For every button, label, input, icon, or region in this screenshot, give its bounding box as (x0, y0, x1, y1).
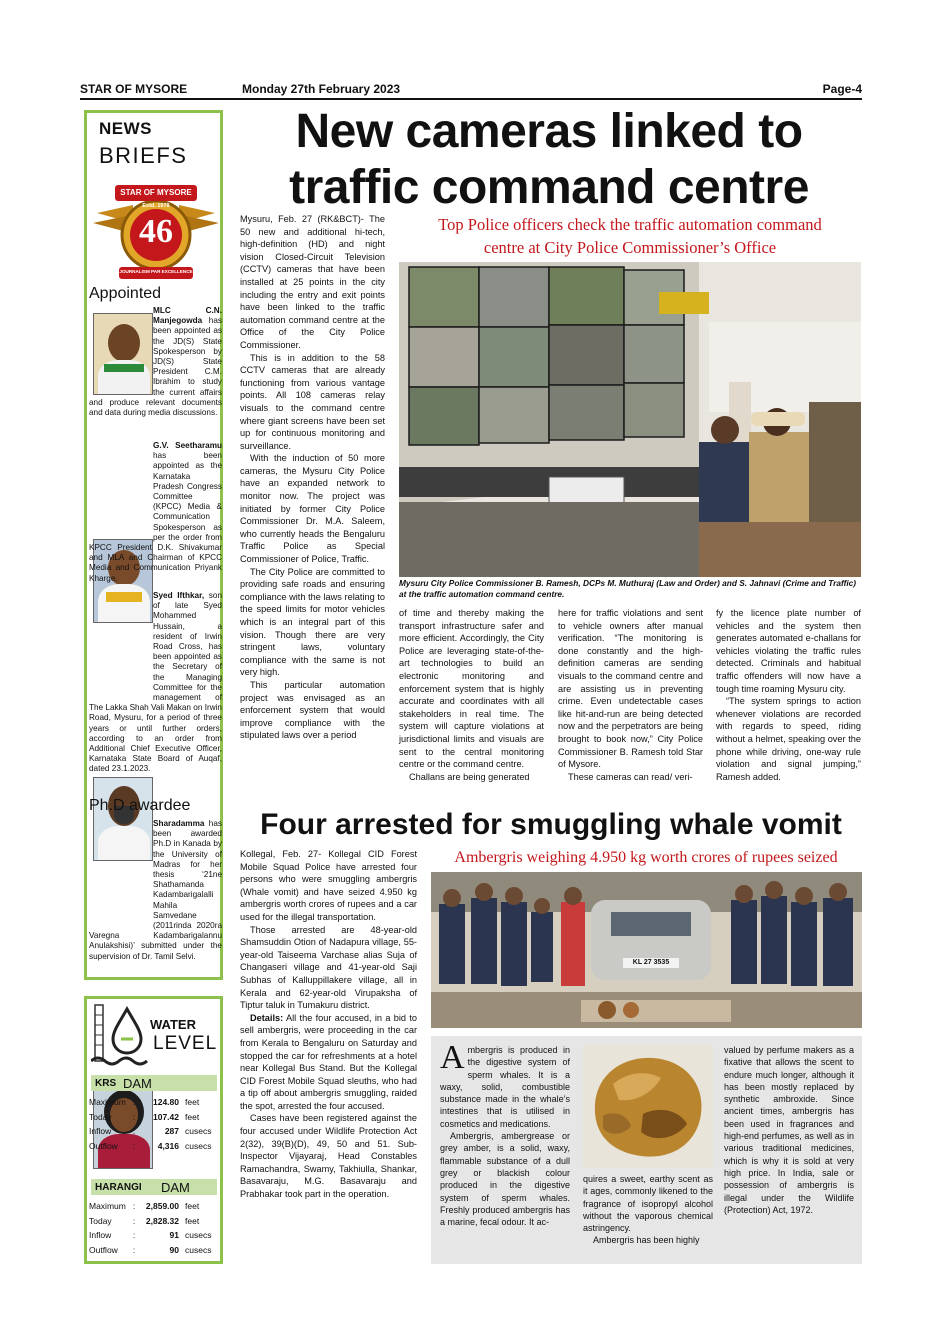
logo-estd: Estd. 1978 (142, 203, 170, 209)
masthead (80, 80, 862, 100)
briefs-heading: BRIEFS (99, 143, 188, 168)
story1-column-4 (716, 607, 861, 783)
story1-column-2 (399, 607, 544, 783)
water-gauge-icon (91, 1001, 151, 1071)
ambergris-photo (583, 1044, 713, 1168)
news-heading: NEWS (99, 119, 152, 138)
masthead-paper: STAR OF MYSORE (80, 82, 188, 96)
paragraph: “The system springs to action whenever violations are recorded with regards to speed, riding without a helmet, speaking over the phone while driving, one-way rule violation and signal jumping,” Ramesh added. (716, 696, 861, 782)
dam-label: DAM (123, 1076, 152, 1091)
story2-subhead: Ambergris weighing 4.950 kg worth crores of rupees seized (454, 849, 838, 866)
paragraph: valued by perfume makers as a fixative that allows the scent to endure much longer, although it has been mostly replaced by synthetic ambroxide. Since ancient times, ambergris has been used in fragrances and high-end perfumes, as well as in various traditional medicines, which is why it is sold at very high price. In India, sale or possession of ambergris is illegal under the Wildlife (Protection) Act, 1972. (724, 1045, 854, 1215)
logo-number: 46 (139, 213, 173, 250)
brief-seetharamu (89, 441, 222, 584)
masthead-date: Monday 27th February 2023 (242, 82, 401, 96)
brief-text: has been appointed as the JD(S) State Spokesperson by JD(S) State President C.M. Ibrahim to study the current affairs and produce relevant documents and data during media discussions. (89, 316, 222, 418)
level-heading: LEVEL (153, 1033, 218, 1054)
paragraph: This is in addition to the 58 CCTV cameras that are already functioning from various vantage points. All 108 cameras relay visuals to the command centre where giant screens have been set up for continuous monitoring and surveillance. (240, 352, 385, 451)
paragraph: These cameras can read/ veri- (568, 771, 693, 782)
story2-headline: Four arrested for smuggling whale vomit (260, 808, 842, 841)
paragraph: Challans are being generated (409, 771, 530, 782)
table-row: Outflow : 90 cusecs (89, 1244, 212, 1255)
box-column-2 (583, 1173, 713, 1247)
krs-table (89, 1095, 219, 1153)
logo-name: STAR OF MYSORE (120, 188, 192, 197)
subhead-line: Top Police officers check the traffic automation command (438, 215, 822, 234)
paragraph: fy the licence plate number of vehicles and the system then generates automated e-challans for vehicles violating the traffic rules detected. Criminals and habitual traffic offenders will now have a tough time roaming Mysuru city. (716, 608, 861, 694)
photo-illustration-icon (431, 872, 862, 1028)
water-level-panel (84, 996, 223, 1264)
brief-text: has been appointed as the Karnataka Pradesh Congress Committee (KPCC) Media & Communication Spokesperson as per the order from KPCC President D.K. Shivakumar and MLA and Chairman of KPCC Media and Communication Priyank Kharge. (89, 451, 222, 583)
headline-line: New cameras linked to (295, 105, 803, 158)
dam-label: DAM (161, 1180, 190, 1195)
brief-manjegowda (89, 306, 222, 418)
paragraph: of time and thereby making the transport infrastructure safer and more efficient. Accordingly, the City Police are leveraging state-of-the-art technologies to build an electronic monitoring and enforcement system that is highly accurate and coordinates with all stakeholders in real time. The system will capture violations at jurisdictional limits and visuals are sent to the central monitoring centre or the command centre. (399, 608, 544, 770)
table-row: Maximum : 124.80 feet (89, 1097, 200, 1108)
paragraph (240, 1012, 417, 1113)
news-briefs-panel (84, 110, 223, 980)
water-heading: WATER (150, 1017, 196, 1032)
krs-header (91, 1075, 217, 1091)
brief-ifthkar (89, 591, 222, 775)
appointed-heading: Appointed (89, 285, 162, 302)
number-plate: KL 27 3535 (632, 959, 670, 966)
harangi-header (91, 1179, 217, 1195)
paragraph: This particular automation project was envisaged as an enforcement system that would improve compliance with the stipulated laws over a period (240, 679, 385, 741)
paragraph: Ambergris, ambergrease or grey amber, is a solid, waxy, flammable substance of a dull grey or blackish colour produced in the digestive system of sperm whales. Freshly produced ambergris has a marine, fecal odour. It ac- (440, 1131, 570, 1228)
subhead-line: centre at City Police Commissioner’s Office (483, 238, 777, 257)
table-row: Inflow : 287 cusecs (89, 1126, 212, 1137)
brief-name: Syed Ifthkar, (153, 591, 205, 600)
details-label: Details: (250, 1012, 284, 1023)
paragraph: Those arrested are 48-year-old Shamsuddin Otion of Nadapura village, 55-year-old Taiseema Varchase alias Suja of Changaseri village and 41-year-old Saji Subhas of Kalluppillakere village, all in Kerala and 62-year-old Virupaksha of Tiptur taluk in Tumakuru district. (240, 924, 417, 1011)
story1-column-1 (240, 213, 385, 742)
brief-text: has been awarded Ph.D in Kanada by the University of Madras for her thesis ‘21ne Shathamanda Kadambarigalalli Mahila Samvedane (2011rinda 2020ra Varegna Kadambarigalannu Anulakshisi)’ submitted under the supervision of Dr. Tamil Selvi. (89, 819, 222, 961)
story2-column-1 (240, 848, 417, 1201)
box-column-1 (440, 1039, 570, 1228)
paragraph: Mysuru, Feb. 27 (RK&BCT)- The 50 new and additional hi-tech, high-definition (HD) and night vision Closed-Circuit Television (CCTV) cameras that have been installed at 25 points in the city including the entry and exit points have been linked to the traffic automation command centre at the Office of the City Police Commissioner. (240, 214, 385, 350)
harangi-table (89, 1199, 219, 1257)
anniversary-logo (93, 179, 219, 287)
story1-subhead (396, 213, 864, 259)
photo-caption: Mysuru City Police Commissioner B. Ramesh, DCPs M. Muthuraj (Law and Order) and S. Jahnavi (Crime and Traffic) at the traffic automation command centre. (399, 578, 857, 599)
paragraph: The City Police are committed to providing safe roads and ensuring compliance with the laws relating to the speed limits for motor vehicles which is an integral part of this vision. Though there are very stringent laws, voluntary compliance with the same is not very high. (240, 566, 385, 678)
dropcap: A (440, 1039, 465, 1076)
table-row: Outflow : 4,316 cusecs (89, 1140, 212, 1151)
table-row: Today : 2,828.32 feet (89, 1215, 200, 1226)
photo-illustration-icon (399, 262, 861, 577)
paragraph: With the induction of 50 more cameras, the Mysuru City Police have an expanded network to monitor now. The project was initiated by former City Police Commissioner Dr. M.A. Saleem, who currently heads the Bengaluru Traffic Police as Special Commissioner of Police, Traffic. (240, 453, 385, 565)
box-column-3 (724, 1044, 854, 1216)
dam-tag: KRS (95, 1078, 117, 1089)
brief-name: MLC C.N. Manjegowda (153, 306, 222, 326)
command-centre-photo (399, 262, 861, 577)
paragraph: Ambergris has been highly (593, 1235, 700, 1246)
table-row: Inflow : 91 cusecs (89, 1230, 212, 1241)
masthead-page: Page-4 (822, 82, 862, 96)
phd-heading: Ph.D awardee (89, 797, 191, 814)
dam-tag: HARANGI (95, 1182, 142, 1193)
paragraph: Cases have been registered against the four accused under Wildlife Protection Act 2(32), 39(B)(D), 49, 50 and 51. Sub-Inspector Vijayaraj, Head Constables Ramachandra, Swamy, Takhiulla, Shankar, Basavaraju, M.G. Basavaraju and Prabhakar took part in the operation. (240, 1113, 417, 1200)
table-row: Maximum : 2,859.00 feet (89, 1201, 200, 1212)
ambergris-info-box (431, 1036, 862, 1264)
paragraph: here for traffic violations and sent to vehicle owners after manual verification. “The monitoring is done constantly and the high-definition cameras are sending visuals to the command centre and are assisting us in preventing crime. Even undetectable cases like hit-and-run are being detected now and the perpetrators are being brought to book now,” City Police Commissioner B. Ramesh told Star of Mysore. (558, 608, 703, 770)
story1-column-3 (558, 607, 703, 783)
logo-tagline: JOURNALISM PAR EXCELLENCE (119, 269, 193, 274)
paragraph-text: All the four accused, in a bid to sell ambergris, were proceeding in the car from Kerala to Bengaluru on Saturday and stopped the car for refreshments at a hotel near Kollegal Bus Stand. But the Kollegal CID Forest Mobile Squad sleuths, who had a tip off about ambergris smuggling, raided the spot, arrested the four accused. (240, 1012, 417, 1111)
brief-phd (89, 819, 222, 962)
ambergris-chunk-icon (583, 1044, 713, 1168)
paragraph-text: mbergris is produced in the digestive system of sperm whales. It is a waxy, solid, combustible substance made in the whale’s intestines that is utilised in cosmetics and medications. (440, 1045, 570, 1129)
brief-name: G.V. Seetharamu (153, 441, 222, 450)
table-row: Today : 107.42 feet (89, 1111, 200, 1122)
brief-text: son of late Syed Mohammed Hussain, a resident of Irwin Road Cross, has been appointed as the Secretary of the Managing Committee for the management of The Lakka Shah Vali Makan on Irwin Road, Mysuru, for a period of three years or until further orders, according to an order from Additional Chief Executive Officer, Karnataka State Board of Auqaf, dated 23.1.2023. (89, 591, 222, 774)
headline-line: traffic command centre (289, 161, 809, 214)
story1-headline (236, 104, 862, 216)
paragraph: quires a sweet, earthy scent as it ages, commonly likened to the fragrance of isopropyl alcohol without the vaporous chemical astringency. (583, 1174, 713, 1234)
brief-name: Sharadamma (153, 819, 205, 828)
arrest-photo (431, 872, 862, 1028)
paragraph: Kollegal, Feb. 27- Kollegal CID Forest Mobile Squad Police have arrested four persons who were smuggling ambergris (Whale vomit) and have seized 4.950 kg ambergris worth crores of rupees and a car used for the illegal transportation. (240, 849, 417, 922)
